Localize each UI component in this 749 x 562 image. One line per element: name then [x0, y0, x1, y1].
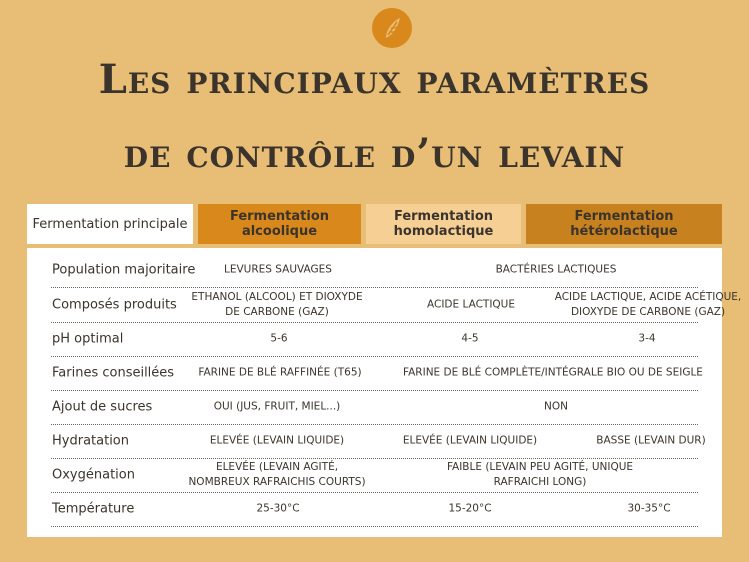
row-label: Composés produits [52, 297, 177, 313]
parameters-table [27, 248, 742, 537]
row-oxygenation [51, 458, 698, 493]
row-label: pH optimal [52, 331, 124, 347]
row-hydratation [51, 424, 706, 459]
page-title-line2: de contrôle d’un levain [123, 130, 626, 177]
cell-alcoolique: ETHANOL (ALCOOL) ET DIOXYDE DE CARBONE (GAZ) [191, 291, 363, 318]
row-label: Farines conseillées [52, 365, 175, 381]
cell-homolactique: ELEVÉE (LEVAIN LIQUIDE) [402, 434, 538, 447]
cell-homolactique: 15-20°C [448, 502, 492, 515]
cell-alcoolique: FARINE DE BLÉ RAFFINÉE (T65) [198, 366, 362, 379]
cell-alcoolique: ELEVÉE (LEVAIN LIQUIDE) [209, 434, 345, 447]
cell-lactique: FARINE DE BLÉ COMPLÈTE/INTÉGRALE BIO OU DE SEIGLE [403, 366, 703, 379]
cell-alcoolique: LEVURES SAUVAGES [224, 263, 332, 276]
cell-heterolactique: 3-4 [638, 332, 656, 345]
cell-lactique: BACTÉRIES LACTIQUES [495, 263, 617, 276]
page-title-line1: Les principaux paramètres [98, 56, 651, 103]
header-heterolactique [526, 204, 722, 244]
wheat-icon [372, 8, 412, 48]
row-composes [51, 288, 742, 323]
row-sucres [51, 390, 698, 425]
cell-alcoolique: OUI (JUS, FRUIT, MIEL...) [213, 400, 341, 413]
cell-heterolactique: 30-35°C [627, 502, 671, 515]
cell-alcoolique: ELEVÉE (LEVAIN AGITÉ, NOMBREUX RAFRAICHIS COURTS) [188, 461, 366, 488]
header-homolactique-label: Fermentation homolactique [393, 209, 494, 239]
header-alcoolique [198, 204, 361, 244]
cell-lactique: NON [544, 400, 568, 413]
cell-homolactique: ACIDE LACTIQUE [427, 298, 515, 311]
header-homolactique [366, 204, 521, 244]
row-label: Population majoritaire [52, 262, 196, 278]
row-ph [51, 322, 698, 357]
row-farines [51, 356, 703, 391]
cell-alcoolique: 25-30°C [256, 502, 300, 515]
row-temperature [51, 492, 698, 527]
row-label: Hydratation [52, 433, 129, 449]
row-label: Oxygénation [52, 467, 135, 483]
header-alcoolique-label: Fermentation alcoolique [229, 209, 330, 239]
cell-lactique: FAIBLE (LEVAIN PEU AGITÉ, UNIQUE RAFRAICHI LONG) [446, 461, 634, 488]
row-label: Ajout de sucres [52, 399, 153, 415]
cell-heterolactique: BASSE (LEVAIN DUR) [596, 434, 706, 447]
row-population [51, 253, 698, 288]
header-heterolactique-label: Fermentation hétérolactique [570, 209, 678, 239]
header-main: Fermentation principale [27, 204, 193, 244]
cell-alcoolique: 5-6 [270, 332, 288, 345]
row-label: Température [52, 501, 135, 517]
cell-homolactique: 4-5 [461, 332, 479, 345]
cell-heterolactique: ACIDE LACTIQUE, ACIDE ACÉTIQUE, DIOXYDE DE CARBONE (GAZ) [554, 291, 742, 318]
